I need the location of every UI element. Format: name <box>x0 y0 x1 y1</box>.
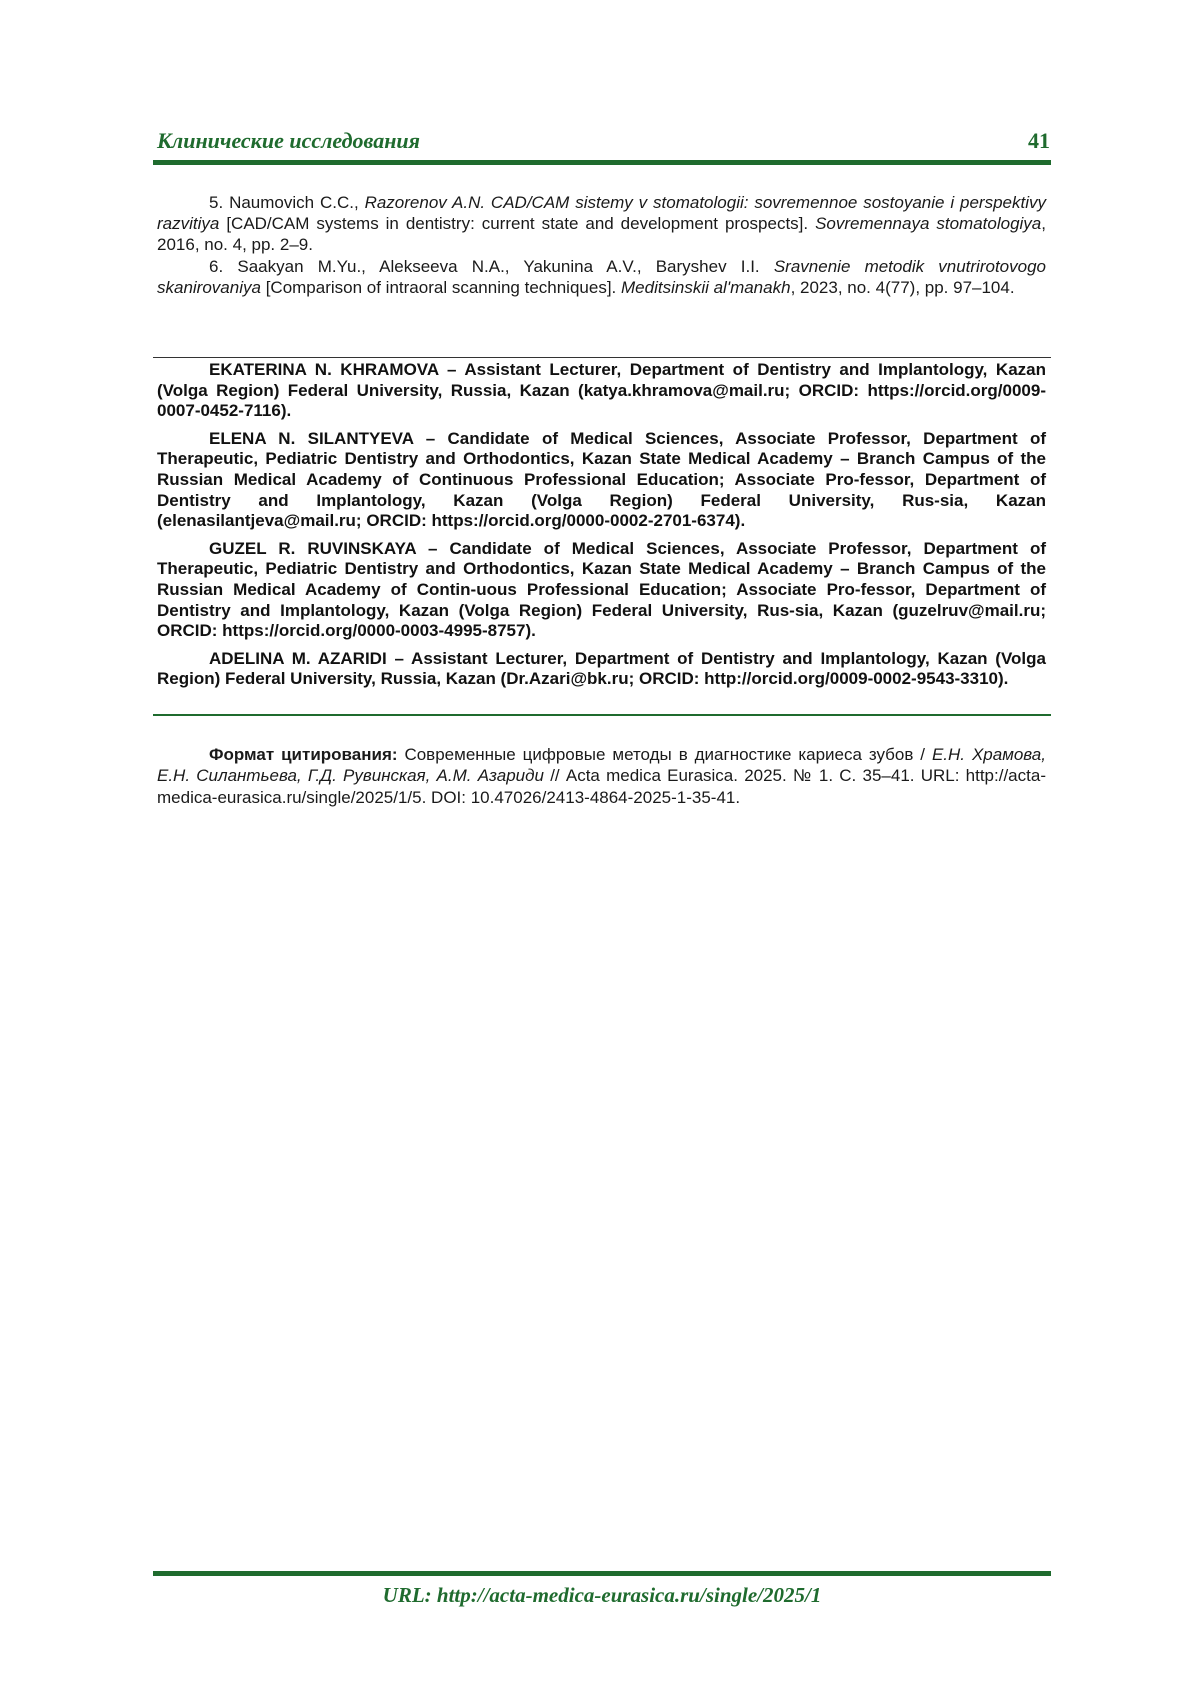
author-info-silantyeva: ELENA N. SILANTYEVA – Candidate of Medical Sciences, Associate Professor, Department of Therapeutic, Pediatric Dentistry and Orthodontics, Kazan State Medical Academy – Branch Campus of the Russian Medical Academy of Continuous Professional Education; Associate Pro-fessor, Department of Dentistry and Implantology, Kazan (Volga Region) Federal University, Rus-sia, Kazan (elenasilantjeva@mail.ru; ORCID: https://orcid.org/0000-0002-2701-6374). <box>157 428 1046 531</box>
citation-text: Современные цифровые методы в диагностике кариеса зубов / <box>404 745 926 764</box>
page-number: 41 <box>1028 128 1050 153</box>
authors-bottom-rule <box>153 714 1051 716</box>
reference-list <box>157 192 1046 298</box>
author-info-azaridi: ADELINA M. AZARIDI – Assistant Lecturer, Department of Dentistry and Implantology, Kazan (Volga Region) Federal University, Russia, Kazan (Dr.Azari@bk.ru; ORCID: http://orcid.org/0009-0002-9543-3310). <box>157 648 1046 689</box>
author-info-block <box>157 360 1046 697</box>
citation-label: Формат цитирования: <box>209 745 398 764</box>
author-info-ruvinskaya: GUZEL R. RUVINSKAYA – Candidate of Medical Sciences, Associate Professor, Department of Therapeutic, Pediatric Dentistry and Orthodontics, Kazan State Medical Academy – Branch Campus of the Russian Medical Academy of Contin-uous Professional Education; Associate Pro-fessor, Department of Dentistry and Implantology, Kazan (Volga Region) Federal University, Rus-sia, Kazan (guzelruv@mail.ru; ORCID: https://orcid.org/0000-0003-4995-8757). <box>157 538 1046 641</box>
citation-rest: // Acta medica Eurasica. 2025. № 1. С. 35–41. URL: http://acta-medica-eurasica.ru/single/2025/1/5. DOI: 10.47026/2413-4864-2025-1-35-41. <box>157 766 1046 807</box>
footer-rule <box>153 1571 1051 1576</box>
running-header <box>157 128 1050 158</box>
citation-format <box>157 744 1046 808</box>
section-title: Клинические исследования <box>157 128 420 153</box>
reference-item: 6. Saakyan M.Yu., Alekseeva N.A., Yakunina A.V., Baryshev I.I. Sravnenie metodik vnutrirotovogo skanirovaniya [Comparison of intraoral scanning techniques]. Meditsinskii al'manakh, 2023, no. 4(77), pp. 97–104. <box>157 256 1046 297</box>
author-info-khramova: EKATERINA N. KHRAMOVA – Assistant Lecturer, Department of Dentistry and Implantology, Kazan (Volga Region) Federal University, Russia, Kazan (katya.khramova@mail.ru; ORCID: https://orcid.org/0009-0007-0452-7116). <box>157 360 1046 421</box>
footer-url: URL: http://acta-medica-eurasica.ru/single/2025/1 <box>382 1583 822 1607</box>
citation-authors: Е.Н. Храмова, Е.Н. Силантьева, Г.Д. Рувинская, А.М. Азариди <box>157 745 1046 786</box>
reference-item: 5. Naumovich C.C., Razorenov A.N. CAD/CAM sistemy v stomatologii: sovremennoe sostoyanie i perspektivy razvitiya [CAD/CAM systems in dentistry: current state and development prospects]. Sovremennaya stomatologiya, 2016, no. 4, pp. 2–9. <box>157 193 1046 255</box>
authors-top-rule <box>153 357 1051 358</box>
header-rule <box>153 160 1051 165</box>
